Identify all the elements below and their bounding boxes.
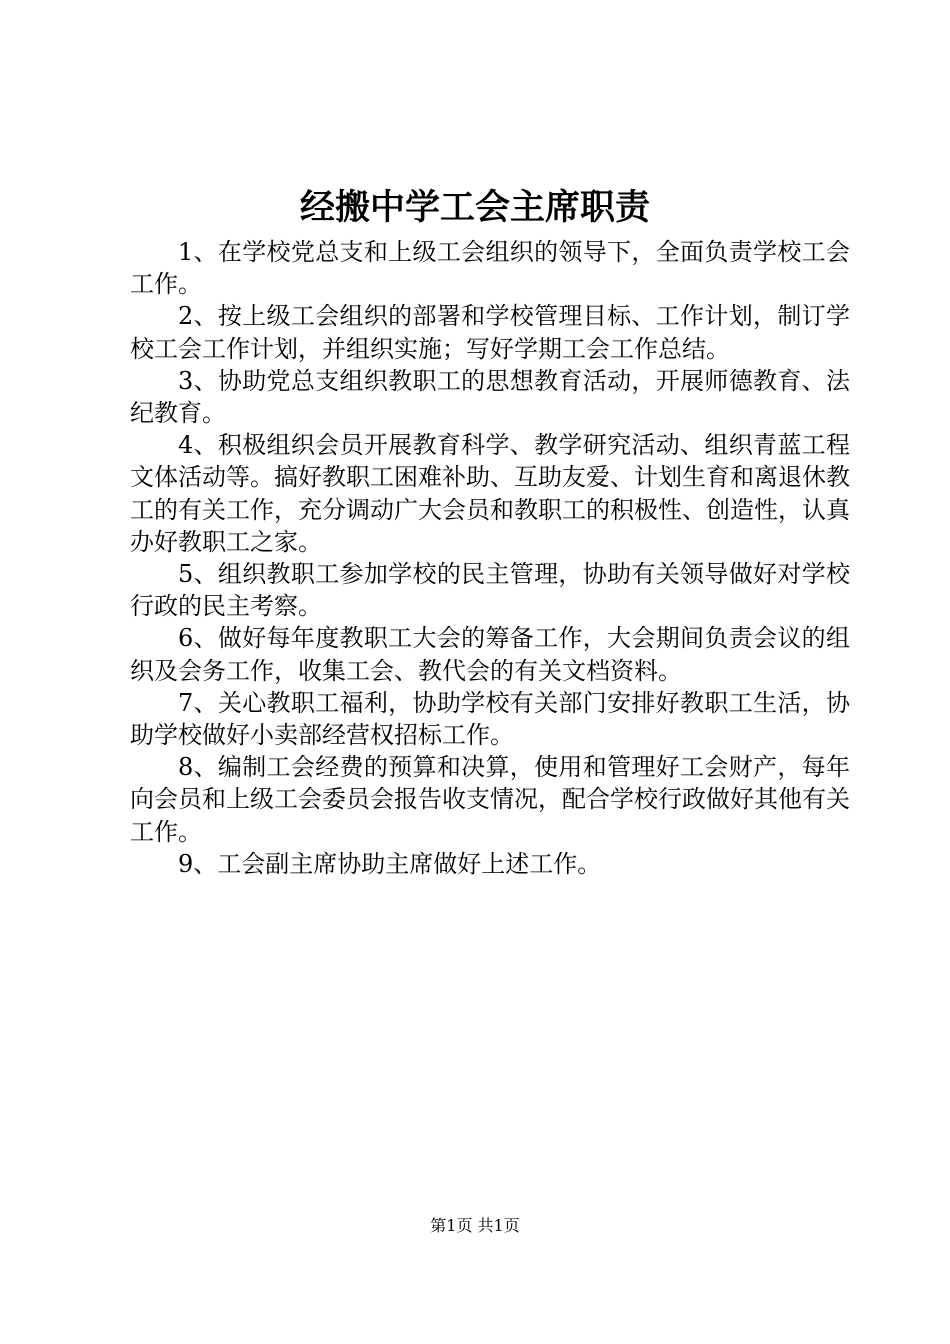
paragraph-6: 6、做好每年度教职工大会的筹备工作，大会期间负责会议的组织及会务工作，收集工会、教代会的有关文档资料。 xyxy=(130,624,850,685)
paragraph-1: 1、在学校党总支和上级工会组织的领导下，全面负责学校工会工作。 xyxy=(130,238,850,299)
paragraph-7: 7、关心教职工福利，协助学校有关部门安排好教职工生活，协助学校做好小卖部经营权招标工作。 xyxy=(130,688,850,750)
paragraph-4: 4、积极组织会员开展教育科学、教学研究活动、组织青蓝工程文体活动等。搞好教职工困难补助、互助友爱、计划生育和离退休教工的有关工作，充分调动广大会员和教职工的积极性、创造性，认真办好教职工之家。 xyxy=(130,431,850,556)
page-title: 经搬中学工会主席职责 xyxy=(299,187,650,228)
paragraph-9: 9、工会副主席协助主席做好上述工作。 xyxy=(178,849,602,878)
paragraph-5: 5、组织教职工参加学校的民主管理，协助有关领导做好对学校行政的民主考察。 xyxy=(130,560,850,621)
document-body xyxy=(130,236,850,880)
paragraph-8: 8、编制工会经费的预算和决算，使用和管理好工会财产，每年向会员和上级工会委员会报告收支情况，配合学校行政做好其他有关工作。 xyxy=(130,753,850,846)
paragraph-3: 3、协助党总支组织教职工的思想教育活动，开展师德教育、法纪教育。 xyxy=(130,366,850,428)
page-footer: 第1页 共1页 xyxy=(430,1216,520,1235)
paragraph-2: 2、按上级工会组织的部署和学校管理目标、工作计划，制订学校工会工作计划，并组织实施；写好学期工会工作总结。 xyxy=(130,302,850,363)
